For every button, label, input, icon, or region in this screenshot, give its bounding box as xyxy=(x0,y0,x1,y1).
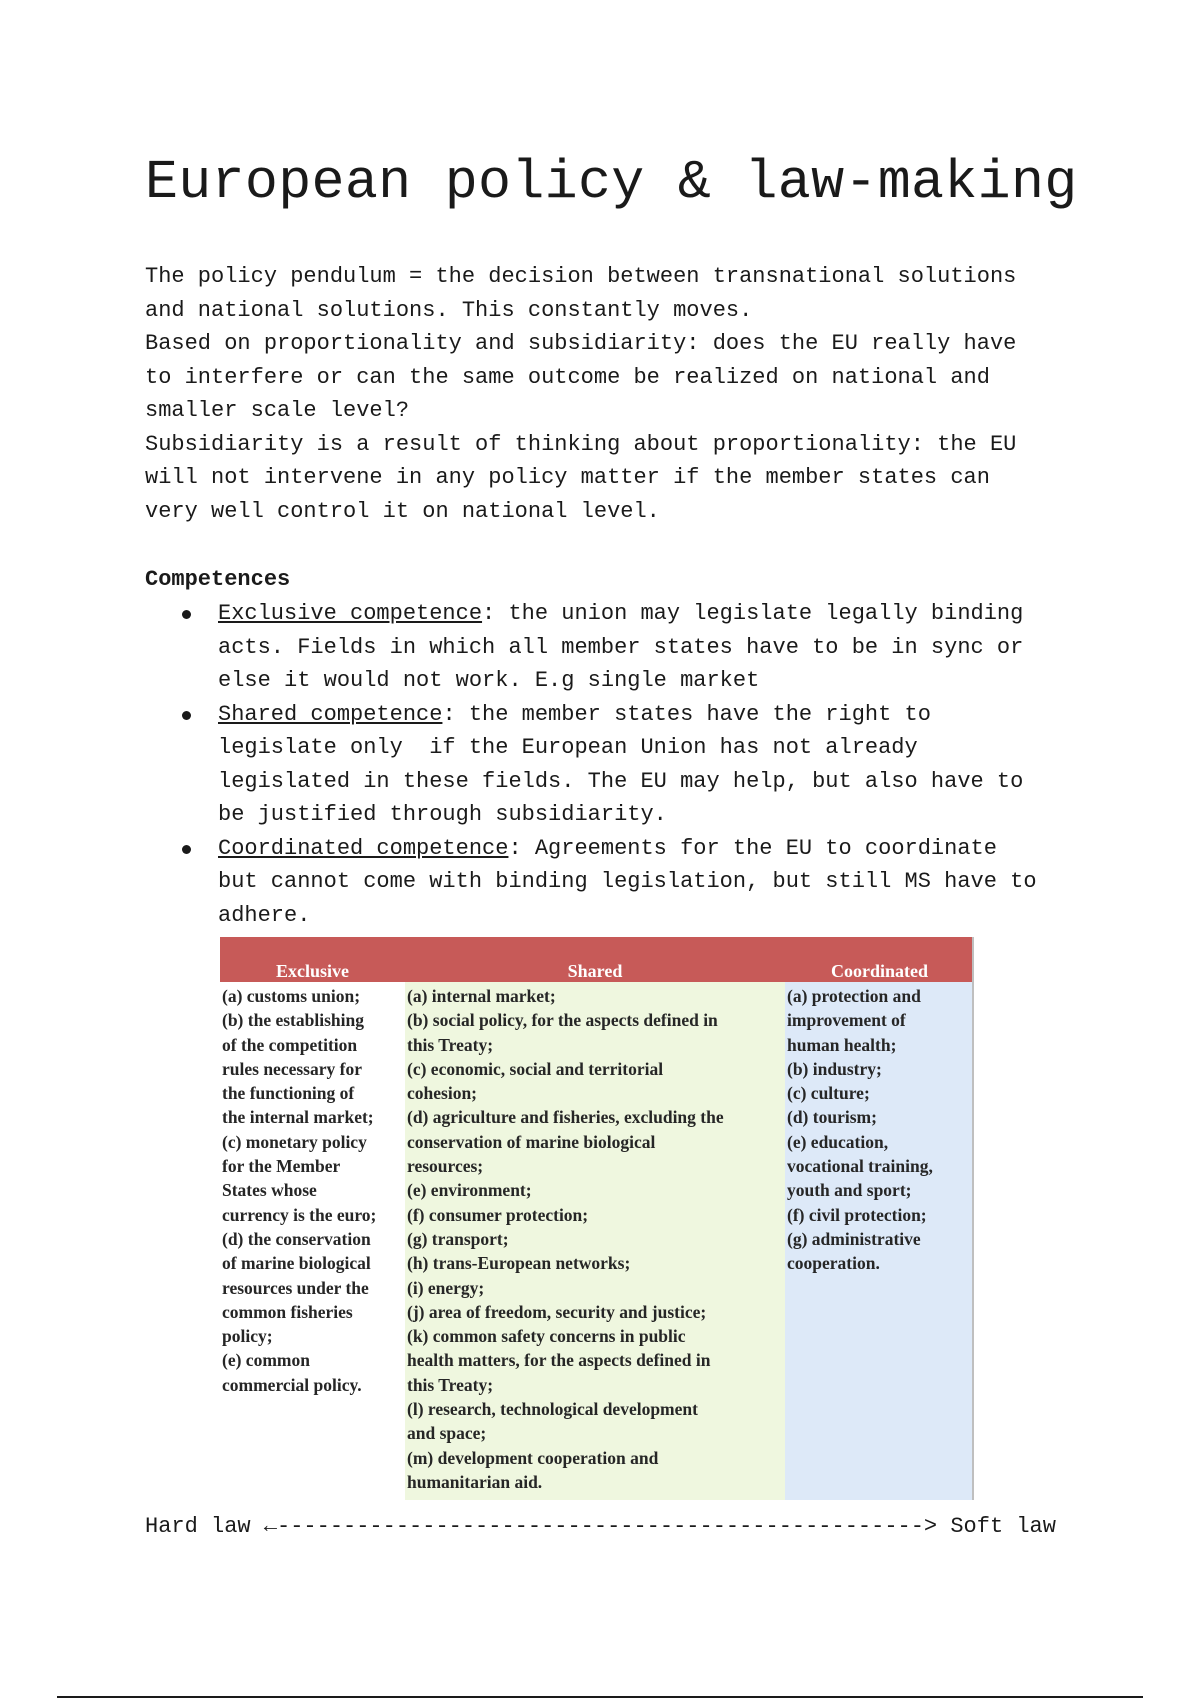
intro-line: and national solutions. This constantly moves. xyxy=(145,297,753,323)
bullet-icon xyxy=(182,845,191,854)
competences-heading: Competences xyxy=(145,567,291,592)
table-cell-line: for the Member xyxy=(222,1156,341,1177)
table-cell-line: (i) energy; xyxy=(407,1277,485,1298)
table-cell-line: human health; xyxy=(787,1034,897,1055)
table-cell-line: improvement of xyxy=(787,1010,906,1031)
table-cell-line: (c) monetary policy xyxy=(222,1131,367,1152)
bullet-icon xyxy=(182,711,191,720)
table-cell-line: (e) education, xyxy=(787,1131,889,1152)
page-title: European policy & law-making xyxy=(145,151,1078,214)
table-cell-line: (d) the conservation xyxy=(222,1228,371,1249)
table-cell-line: common fisheries xyxy=(222,1301,353,1322)
table-cell-line: (m) development cooperation and xyxy=(407,1447,659,1468)
table-cell-line: cooperation. xyxy=(787,1253,880,1274)
intro-line: to interfere or can the same outcome be realized on national and xyxy=(145,364,990,390)
bullet-text: : Agreements for the EU to coordinate xyxy=(508,835,997,861)
intro-line: Subsidiarity is a result of thinking about proportionality: the EU xyxy=(145,431,1017,457)
table-cell-line: (g) transport; xyxy=(407,1228,509,1249)
table-cell-line: (d) agriculture and fisheries, excluding the xyxy=(407,1107,724,1128)
table-cell-line: (e) environment; xyxy=(407,1180,532,1201)
table-cell-line: (e) common xyxy=(222,1350,310,1371)
competences-table xyxy=(220,937,974,1500)
table-cell-line: (a) customs union; xyxy=(222,986,361,1006)
exclusive-competence-term: Exclusive competence xyxy=(218,601,483,626)
table-cell-line: (g) administrative xyxy=(787,1228,921,1249)
table-cell-line: States whose xyxy=(222,1180,317,1201)
table-cell-line: of marine biological xyxy=(222,1253,371,1274)
table-cell-line: (a) internal market; xyxy=(407,986,556,1006)
shared-competence-term: Shared competence xyxy=(218,701,443,727)
table-cell-line: (b) the establishing xyxy=(222,1010,364,1031)
table-cell-line: (f) consumer protection; xyxy=(407,1204,589,1225)
table-cell-line: vocational training, xyxy=(787,1156,933,1177)
table-cell-line: (b) industry; xyxy=(787,1058,882,1079)
table-cell-line: humanitarian aid. xyxy=(407,1471,543,1492)
table-cell-line: (d) tourism; xyxy=(787,1107,877,1128)
table-cell-line: the internal market; xyxy=(222,1107,374,1128)
shared-column xyxy=(405,982,785,1500)
table-cell-line: policy; xyxy=(222,1326,273,1347)
bullet-text: : the member states have the right to xyxy=(442,701,931,727)
bullet-text: : the union may legislate legally binding xyxy=(482,601,1024,626)
table-cell-line: (c) economic, social and territorial xyxy=(407,1058,664,1079)
table-cell-line: currency is the euro; xyxy=(222,1204,377,1225)
list-item xyxy=(180,597,1080,698)
bullet-line xyxy=(218,597,1080,631)
table-cell-line: this Treaty; xyxy=(407,1034,494,1055)
intro-line: The policy pendulum = the decision between transnational solutions xyxy=(145,264,1017,289)
intro-line: will not intervene in any policy matter if the member states can xyxy=(145,465,990,490)
table-cell-line: the functioning of xyxy=(222,1083,355,1104)
table-cell-line: commercial policy. xyxy=(222,1374,362,1395)
table-cell-line: (l) research, technological development xyxy=(407,1399,698,1420)
table-cell-line: resources; xyxy=(407,1156,484,1177)
list-item xyxy=(180,698,1080,832)
footer-divider xyxy=(57,1696,1143,1698)
hard-soft-law-scale: Hard law ←-------------------------------------------------> Soft law xyxy=(145,1514,1056,1539)
bullet-line: acts. Fields in which all member states have to be in sync or xyxy=(218,634,1024,660)
bullet-line: else it would not work. E.g single market xyxy=(218,668,760,693)
coordinated-column xyxy=(785,982,974,1500)
bullet-line xyxy=(218,832,1080,866)
coordinated-competence-term: Coordinated competence xyxy=(218,835,509,861)
table-cell-line: (k) common safety concerns in public xyxy=(407,1326,686,1347)
header-coordinated: Coordinated xyxy=(830,961,928,981)
table-cell-line: (c) culture; xyxy=(787,1083,870,1104)
bullet-icon xyxy=(182,610,191,619)
table-cell-line: cohesion; xyxy=(407,1083,477,1104)
table-cell-line: (a) protection and xyxy=(787,986,921,1006)
table-cell-line: of the competition xyxy=(222,1034,358,1055)
table-cell-line: this Treaty; xyxy=(407,1374,494,1395)
intro-paragraph xyxy=(145,260,1075,528)
header-shared: Shared xyxy=(567,961,623,981)
list-item xyxy=(180,832,1080,933)
bullet-line xyxy=(218,698,1080,732)
bullet-line: legislate only if the European Union has not already xyxy=(218,735,918,760)
bullet-line: adhere. xyxy=(218,902,311,928)
table-cell-line: youth and sport; xyxy=(787,1180,912,1201)
table-cell-line: (f) civil protection; xyxy=(787,1204,927,1225)
intro-line: smaller scale level? xyxy=(145,398,410,423)
table-header-row xyxy=(220,937,974,982)
competences-list xyxy=(180,597,1080,932)
table-border xyxy=(972,937,974,1500)
table-cell-line: rules necessary for xyxy=(222,1058,362,1079)
table-cell-line: conservation of marine biological xyxy=(407,1131,656,1152)
table-cell-line: (b) social policy, for the aspects defined in xyxy=(407,1010,718,1031)
intro-line: Based on proportionality and subsidiarity: does the EU really have xyxy=(145,331,1017,356)
header-exclusive: Exclusive xyxy=(275,961,349,981)
table-cell-line: health matters, for the aspects defined in xyxy=(407,1350,711,1371)
table-cell-line: resources under the xyxy=(222,1277,369,1298)
exclusive-column xyxy=(220,982,405,1500)
bullet-line: be justified through subsidiarity. xyxy=(218,802,667,827)
bullet-line: legislated in these fields. The EU may help, but also have to xyxy=(218,768,1024,794)
table-cell-line: and space; xyxy=(407,1423,487,1444)
bullet-line: but cannot come with binding legislation, but still MS have to xyxy=(218,869,1037,894)
table-cell-line: (j) area of freedom, security and justice; xyxy=(407,1301,707,1322)
table-cell-line: (h) trans-European networks; xyxy=(407,1253,631,1274)
intro-line: very well control it on national level. xyxy=(145,498,660,524)
